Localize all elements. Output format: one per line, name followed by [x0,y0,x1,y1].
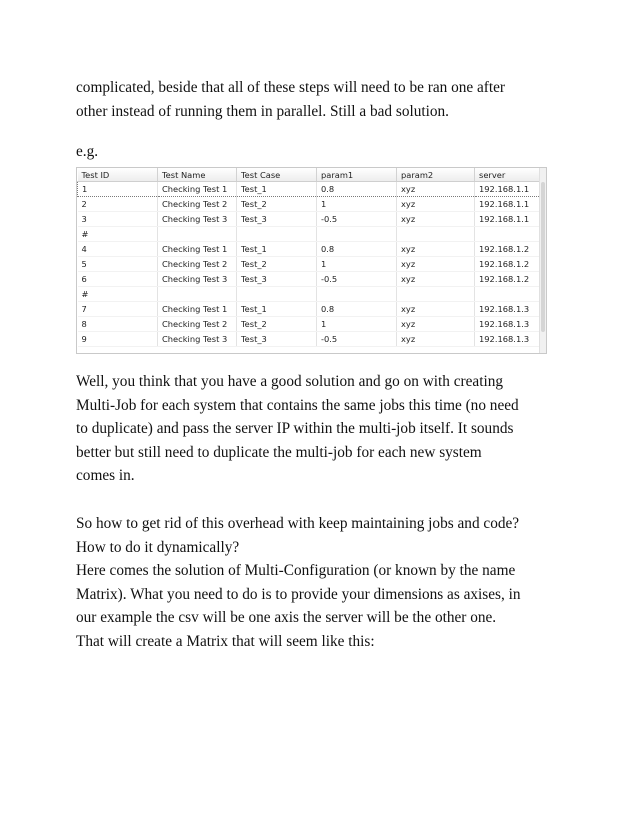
column-header-test-id[interactable]: Test ID [78,168,158,182]
cell-server[interactable]: 192.168.1.2 [475,272,540,287]
column-header-server[interactable]: server [475,168,540,182]
cell-test-name[interactable]: Checking Test 1 [158,182,237,197]
cell-param2[interactable]: xyz [397,242,475,257]
cell-param1[interactable]: 1 [317,257,397,272]
cell-param1[interactable]: 0.8 [317,302,397,317]
cell-test-id[interactable]: 2 [78,197,158,212]
text-line: Here comes the solution of Multi-Configuration (or known by the name [76,562,516,579]
cell-test-case[interactable]: Test_1 [237,242,317,257]
cell-param1[interactable]: 1 [317,317,397,332]
cell-test-name[interactable]: Checking Test 2 [158,257,237,272]
column-header-param1[interactable]: param1 [317,168,397,182]
table-row[interactable] [78,212,540,227]
cell-server[interactable]: 192.168.1.1 [475,212,540,227]
text-line: So how to get rid of this overhead with keep maintaining jobs and code? [76,515,520,532]
cell-param1[interactable]: 1 [317,197,397,212]
cell-test-case[interactable]: Test_3 [237,212,317,227]
table-row[interactable] [78,332,540,347]
cell-param1[interactable]: -0.5 [317,332,397,347]
text-line: Well, you think that you have a good solution and go on with creating [76,373,504,390]
cell-param2[interactable]: xyz [397,302,475,317]
table-row[interactable] [78,227,540,242]
paragraph-matrix [76,512,576,653]
cell-test-name[interactable] [158,227,237,242]
cell-param2[interactable]: xyz [397,212,475,227]
table-row[interactable] [78,242,540,257]
table-row[interactable] [78,302,540,317]
cell-param2[interactable]: xyz [397,197,475,212]
table-row[interactable] [78,257,540,272]
cell-test-name[interactable]: Checking Test 3 [158,332,237,347]
cell-param2[interactable]: xyz [397,317,475,332]
cell-server[interactable]: 192.168.1.3 [475,332,540,347]
cell-test-name[interactable]: Checking Test 1 [158,242,237,257]
cell-test-case[interactable]: Test_2 [237,197,317,212]
paragraph-intro [76,76,576,123]
table-row[interactable] [78,287,540,302]
cell-test-id[interactable]: 7 [78,302,158,317]
cell-test-id[interactable]: 1 [78,182,158,197]
table-row[interactable] [78,272,540,287]
paragraph-multi-job [76,370,576,488]
text-line: Matrix). What you need to do is to provide your dimensions as axises, in [76,585,521,603]
cell-server[interactable] [475,227,540,242]
cell-server[interactable]: 192.168.1.3 [475,302,540,317]
scrollbar-thumb[interactable] [541,182,545,332]
cell-server[interactable]: 192.168.1.3 [475,317,540,332]
cell-test-name[interactable]: Checking Test 3 [158,272,237,287]
cell-server[interactable] [475,287,540,302]
cell-server[interactable]: 192.168.1.2 [475,257,540,272]
text-line: to duplicate) and pass the server IP within the multi-job itself. It sounds [76,420,514,437]
cell-test-name[interactable]: Checking Test 3 [158,212,237,227]
table-header-row [78,168,540,182]
cell-test-id[interactable]: 8 [78,317,158,332]
cell-test-case[interactable] [237,227,317,242]
csv-grid-screenshot [76,167,547,354]
cell-test-name[interactable]: Checking Test 1 [158,302,237,317]
table-row[interactable] [78,197,540,212]
cell-param2[interactable]: xyz [397,332,475,347]
table-row[interactable] [78,182,540,197]
cell-param2[interactable] [397,227,475,242]
text-line: comes in. [76,467,135,484]
vertical-scrollbar[interactable] [539,168,546,353]
cell-test-case[interactable]: Test_3 [237,332,317,347]
cell-test-id[interactable]: 4 [78,242,158,257]
cell-param2[interactable]: xyz [397,257,475,272]
cell-test-id[interactable]: # [78,287,158,302]
column-header-param2[interactable]: param2 [397,168,475,182]
cell-param2[interactable]: xyz [397,182,475,197]
paragraph-example-label [76,140,576,164]
cell-param1[interactable]: -0.5 [317,212,397,227]
cell-param2[interactable] [397,287,475,302]
table-row[interactable] [78,317,540,332]
cell-test-id[interactable]: 5 [78,257,158,272]
csv-table [77,168,540,347]
cell-test-case[interactable]: Test_3 [237,272,317,287]
cell-param2[interactable]: xyz [397,272,475,287]
cell-test-case[interactable] [237,287,317,302]
cell-test-name[interactable] [158,287,237,302]
text-line: e.g. [76,143,99,160]
cell-param1[interactable] [317,227,397,242]
text-line: complicated, beside that all of these steps will need to be ran one after [76,79,506,96]
cell-test-id[interactable]: 9 [78,332,158,347]
cell-test-case[interactable]: Test_1 [237,302,317,317]
cell-test-id[interactable]: 6 [78,272,158,287]
column-header-test-case[interactable]: Test Case [237,168,317,182]
cell-test-name[interactable]: Checking Test 2 [158,317,237,332]
cell-param1[interactable]: -0.5 [317,272,397,287]
cell-test-case[interactable]: Test_2 [237,317,317,332]
text-line: other instead of running them in parallel. Still a bad solution. [76,102,450,120]
cell-server[interactable]: 192.168.1.2 [475,242,540,257]
cell-test-id[interactable]: 3 [78,212,158,227]
cell-param1[interactable]: 0.8 [317,242,397,257]
text-line: How to do it dynamically? [76,538,240,556]
cell-server[interactable]: 192.168.1.1 [475,197,540,212]
cell-server[interactable]: 192.168.1.1 [475,182,540,197]
cell-test-case[interactable]: Test_1 [237,182,317,197]
text-line: better but still need to duplicate the multi-job for each new system [76,443,482,461]
cell-test-id[interactable]: # [78,227,158,242]
column-header-test-name[interactable]: Test Name [158,168,237,182]
cell-test-case[interactable]: Test_2 [237,257,317,272]
cell-test-name[interactable]: Checking Test 2 [158,197,237,212]
text-line: Multi-Job for each system that contains the same jobs this time (no need [76,396,519,414]
text-line: That will create a Matrix that will seem like this: [76,632,375,650]
cell-param1[interactable]: 0.8 [317,182,397,197]
text-line: our example the csv will be one axis the server will be the other one. [76,609,497,626]
cell-param1[interactable] [317,287,397,302]
